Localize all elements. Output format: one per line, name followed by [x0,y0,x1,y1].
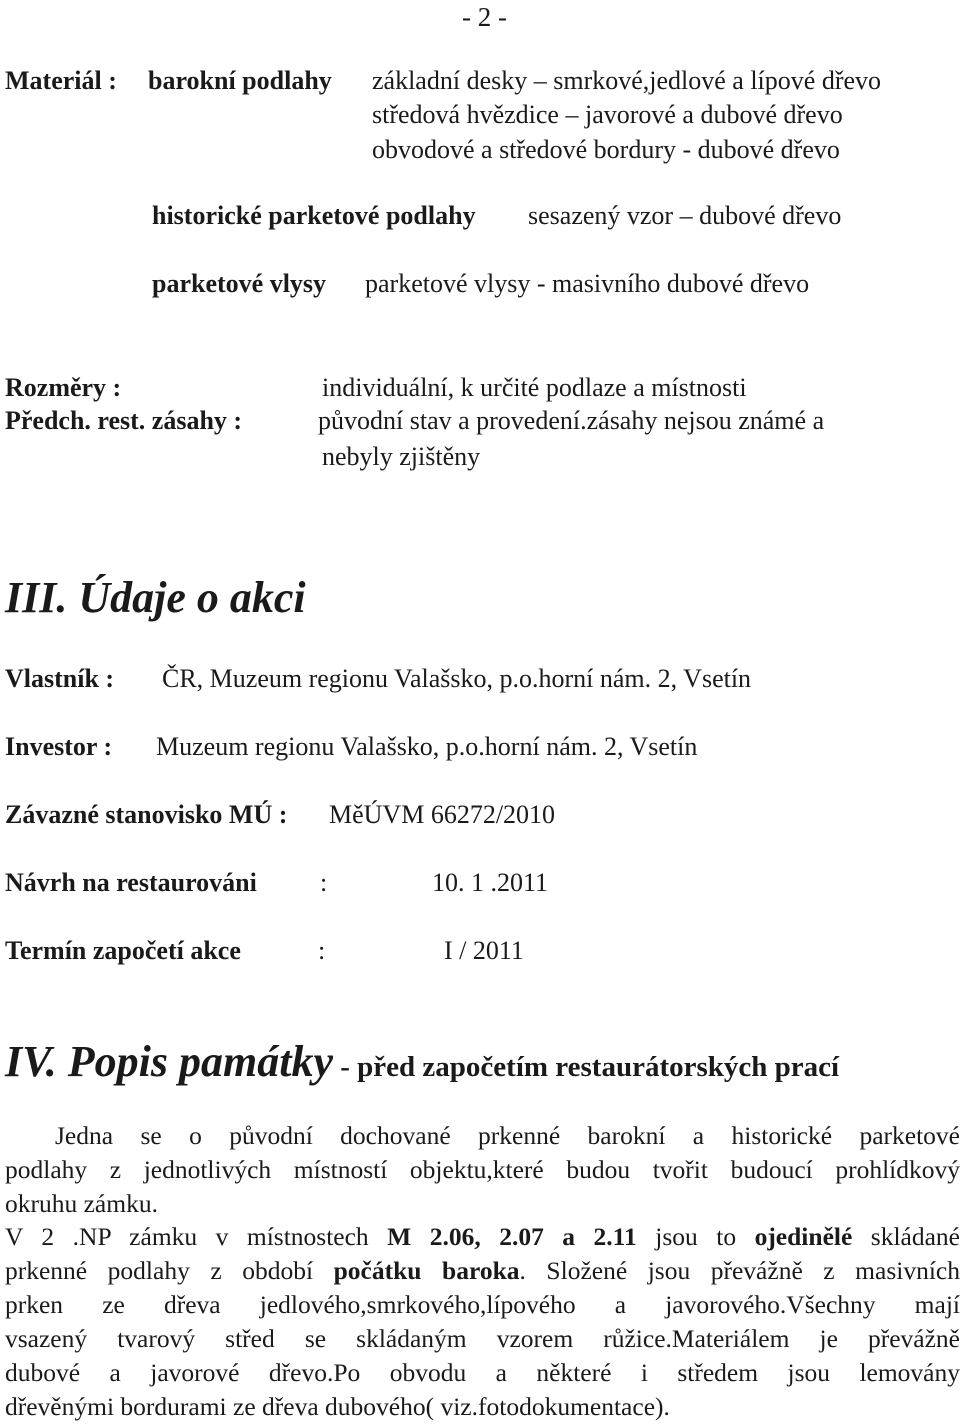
binding-opinion-label: Závazné stanovisko MÚ : [5,800,288,829]
parquet-text: parketové vlysy - masivního dubové dřevo [365,269,810,298]
p2-line-2: prkenné podlahy z období počátku baroka. Složené jsou převážně z masivních [5,1256,960,1285]
p2-line-3: prken ze dřeva jedlového,smrkového,lípového a javorového.Všechny mají [5,1290,960,1319]
parquet-label: parketové vlysy [152,269,327,298]
start-date-colon: : [318,936,326,965]
p2-line-5: dubové a javorové dřevo.Po obvodu a některé i středem jsou lemovány [5,1358,960,1387]
binding-opinion-value: MěÚVM 66272/2010 [329,800,556,829]
previous-interventions-label: Předch. rest. zásahy : [5,406,243,435]
proposal-colon: : [320,868,328,897]
p1-line-3: okruhu zámku. [5,1189,158,1218]
p2-line-6: dřevěnými bordurami ze dřeva dubového( viz.fotodokumentace). [5,1392,670,1421]
baroque-line-1: základní desky – smrkové,jedlové a lípové dřevo [372,66,882,95]
baroque-line-3: obvodové a středové bordury - dubové dřevo [372,135,840,164]
start-date-label: Termín započetí akce [5,936,241,965]
p2-line-1: V 2 .NP zámku v místnostech M 2.06, 2.07 a 2.11 jsou to ojedinělé skládané [5,1222,960,1251]
section-4-heading-main: IV. Popis památky [5,1037,334,1086]
section-4-heading-suffix: - před započetím restaurátorských prací [333,1051,840,1083]
owner-label: Vlastník : [5,664,115,693]
proposal-date: 10. 1 .2011 [432,868,549,897]
owner-value: ČR, Muzeum regionu Valašsko, p.o.horní nám. 2, Vsetín [162,664,752,693]
material-label: Materiál : [5,66,117,95]
previous-interventions-value-1: původní stav a provedení.zásahy nejsou známé a [318,406,825,435]
investor-value: Muzeum regionu Valašsko, p.o.horní nám. 2, Vsetín [156,732,698,761]
proposal-label: Návrh na restaurováni [5,868,257,897]
section-3-heading: III. Údaje o akci [5,573,306,622]
dimensions-value: individuální, k určité podlaze a místnosti [322,373,747,402]
section-4-heading [5,1036,839,1087]
baroque-floors-label: barokní podlahy [148,66,332,95]
p2-line-4: vsazený tvarový střed se skládaným vzorem růžice.Materiálem je převážně [5,1324,960,1353]
dimensions-label: Rozměry : [5,373,122,402]
p1-line-2: podlahy z jednotlivých místností objektu,které budou tvořit budoucí prohlídkový [5,1155,960,1184]
start-date-value: I / 2011 [444,936,524,965]
investor-label: Investor : [5,732,113,761]
historic-floors-text: sesazený vzor – dubové dřevo [528,201,842,230]
description-paragraph-2 [5,1220,960,1424]
previous-interventions-value-2: nebyly zjištěny [322,442,481,471]
baroque-line-2: středová hvězdice – javorové a dubové dřevo [372,100,843,129]
p1-line-1: Jedna se o původní dochované prkenné barokní a historické parketové [55,1121,960,1150]
page-number: - 2 - [462,2,507,32]
historic-floors-label: historické parketové podlahy [152,201,476,230]
description-paragraph-1 [5,1119,960,1221]
